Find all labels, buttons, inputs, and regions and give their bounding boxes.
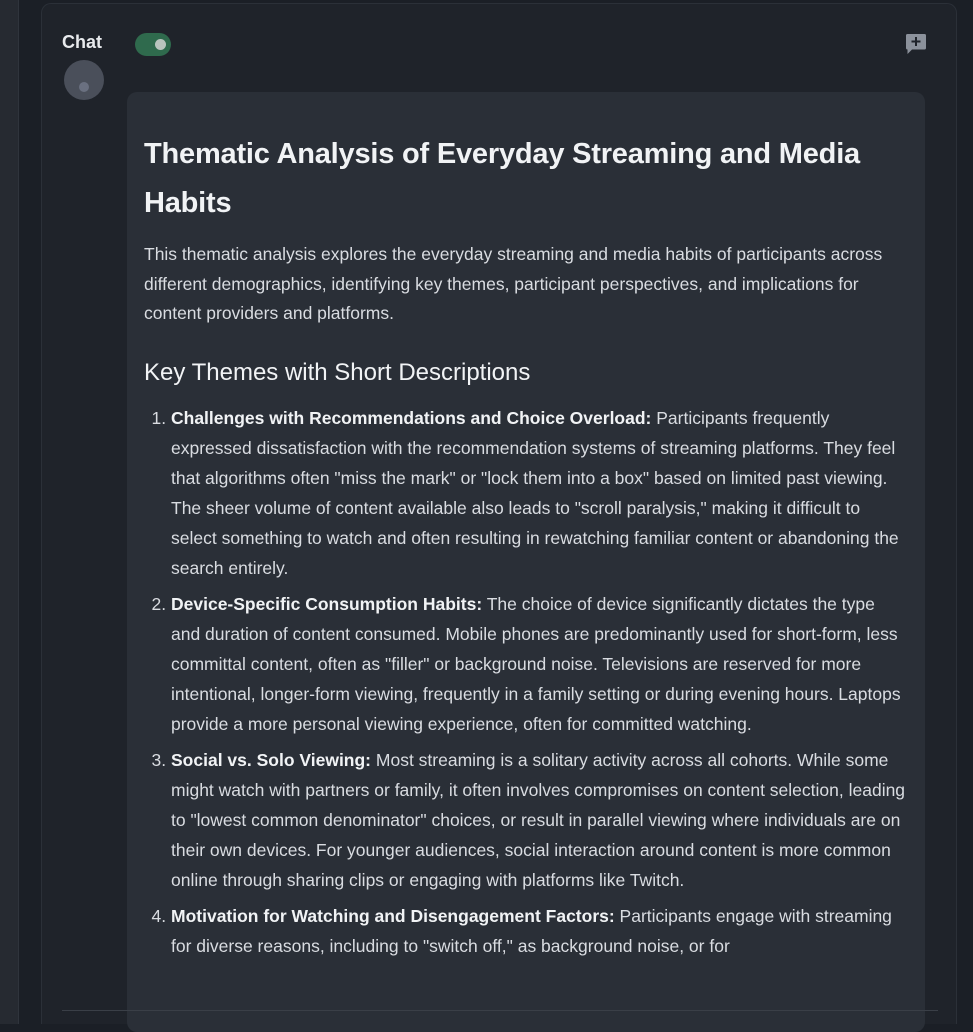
theme-heading: Social vs. Solo Viewing: [171,749,372,770]
theme-item [171,901,907,961]
theme-item [171,745,907,895]
left-sidebar-edge [0,0,19,1024]
theme-item [171,589,907,739]
chat-panel [41,3,957,1024]
theme-heading: Challenges with Recommendations and Choice Overload: [171,407,652,428]
themes-list [144,403,907,961]
message-title: Thematic Analysis of Everyday Streaming and Media Habits [144,138,860,219]
input-divider [62,1010,938,1011]
section-heading: Key Themes with Short Descriptions [144,358,531,386]
assistant-message [127,92,925,1032]
theme-item [171,403,907,583]
toggle-knob [155,39,166,50]
theme-heading: Motivation for Watching and Disengagement Factors: [171,905,615,926]
theme-heading: Device-Specific Consumption Habits: [171,593,483,614]
theme-text: Participants engage with streaming for diverse reasons, including to "switch off," as background noise, or for [171,905,892,956]
message-intro: This thematic analysis explores the everyday streaming and media habits of participants across different demographics, identifying key themes, participant perspectives, and implications for content providers and platforms. [144,244,883,323]
theme-text: Participants frequently expressed dissatisfaction with the recommendation systems of streaming platforms. They feel that algorithms often "miss the mark" or "lock them into a box" based on limited past viewing. The sheer volume of content available also leads to "scroll paralysis," making it difficult to select something to watch and often resulting in rewatching familiar content or abandoning the search entirely. [171,407,899,578]
chat-plus-icon [904,32,928,56]
assistant-avatar [64,60,104,100]
chat-header [42,4,956,86]
chat-title: Chat [62,32,102,52]
avatar-glyph [79,82,89,92]
theme-text: Most streaming is a solitary activity across all cohorts. While some might watch with partners or family, it often involves compromises on content selection, leading to "lowest common denominator" choices, or result in parallel viewing where individuals are on their own devices. For younger audiences, social interaction around content is more common online through sharing clips or engaging with platforms like Twitch. [171,749,906,890]
chat-toggle[interactable] [135,33,171,56]
new-chat-button[interactable] [904,32,928,56]
theme-text: The choice of device significantly dictates the type and duration of content consumed. Mobile phones are predominantly used for short-form, less committal content, often as "filler" or background noise. Televisions are reserved for more intentional, longer-form viewing, frequently in a family setting or during evening hours. Laptops provide a more personal viewing experience, often for committed watching. [171,593,901,734]
